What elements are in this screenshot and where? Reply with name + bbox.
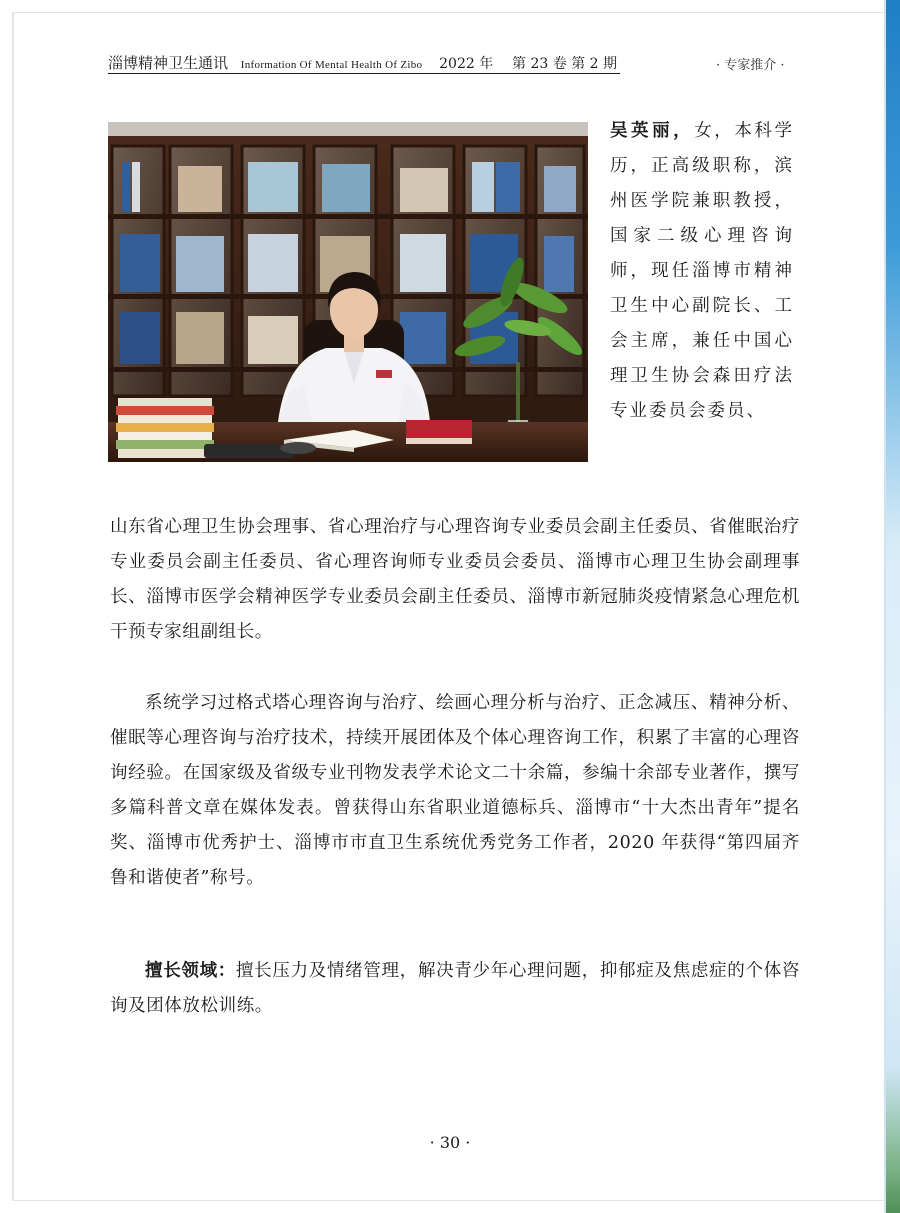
bio-paragraph-expertise [110, 954, 800, 1024]
running-header [108, 52, 620, 74]
expertise-text: 擅长压力及情绪管理，解决青少年心理问题，抑郁症及焦虑症的个体咨询及团体放松训练。 [110, 961, 800, 1016]
journal-english-title: Information Of Mental Health Of Zibo [240, 59, 423, 71]
section-label: · 专家推介 · [716, 58, 785, 73]
page-frame-bottom [12, 1200, 884, 1201]
header-rule [108, 73, 620, 74]
expert-portrait-photo [108, 122, 588, 462]
decorative-edge-strip [886, 0, 900, 1213]
issue-year: 2022 年 [439, 56, 494, 72]
expertise-label: 擅长领域： [145, 961, 236, 981]
journal-title: 淄博精神卫生通讯 [108, 54, 229, 72]
page-number: · 30 · [429, 1133, 471, 1152]
bio-paragraph-continued: 山东省心理卫生协会理事、省心理治疗与心理咨询专业委员会副主任委员、省催眠治疗专业委员会副主任委员、省心理咨询师专业委员会委员、淄博市心理卫生协会副理事长、淄博市医学会精神医学专业委员会副主任委员、淄博市新冠肺炎疫情紧急心理危机干预专家组副组长。 [110, 517, 800, 642]
volume-issue: 第 23 卷 第 2 期 [512, 56, 617, 72]
bio-paragraph-experience: 系统学习过格式塔心理咨询与治疗、绘画心理分析与治疗、正念减压、精神分析、催眠等心理咨询与治疗技术，持续开展团体及个体心理咨询工作，积累了丰富的心理咨询经验。在国家级及省级专业刊物发表学术论文二十余篇，参编十余部专业著作，撰写多篇科普文章在媒体发表。曾获得山东省职业道德标兵、淄博市“十大杰出青年”提名奖、淄博市优秀护士、淄博市市直卫生系统优秀党务工作者，2020 年获得“第四届齐鲁和谐使者”称号。 [110, 693, 800, 888]
intro-text: 女，本科学历，正高级职称，滨州医学院兼职教授，国家二级心理咨询师，现任淄博市精神卫生中心副院长、工会主席，兼任中国心理卫生协会森田疗法专业委员会委员、 [610, 121, 794, 421]
expert-name: 吴英丽， [610, 121, 695, 141]
page-frame-top [12, 12, 884, 13]
page-frame-left [12, 12, 14, 1201]
expert-intro [610, 114, 794, 429]
